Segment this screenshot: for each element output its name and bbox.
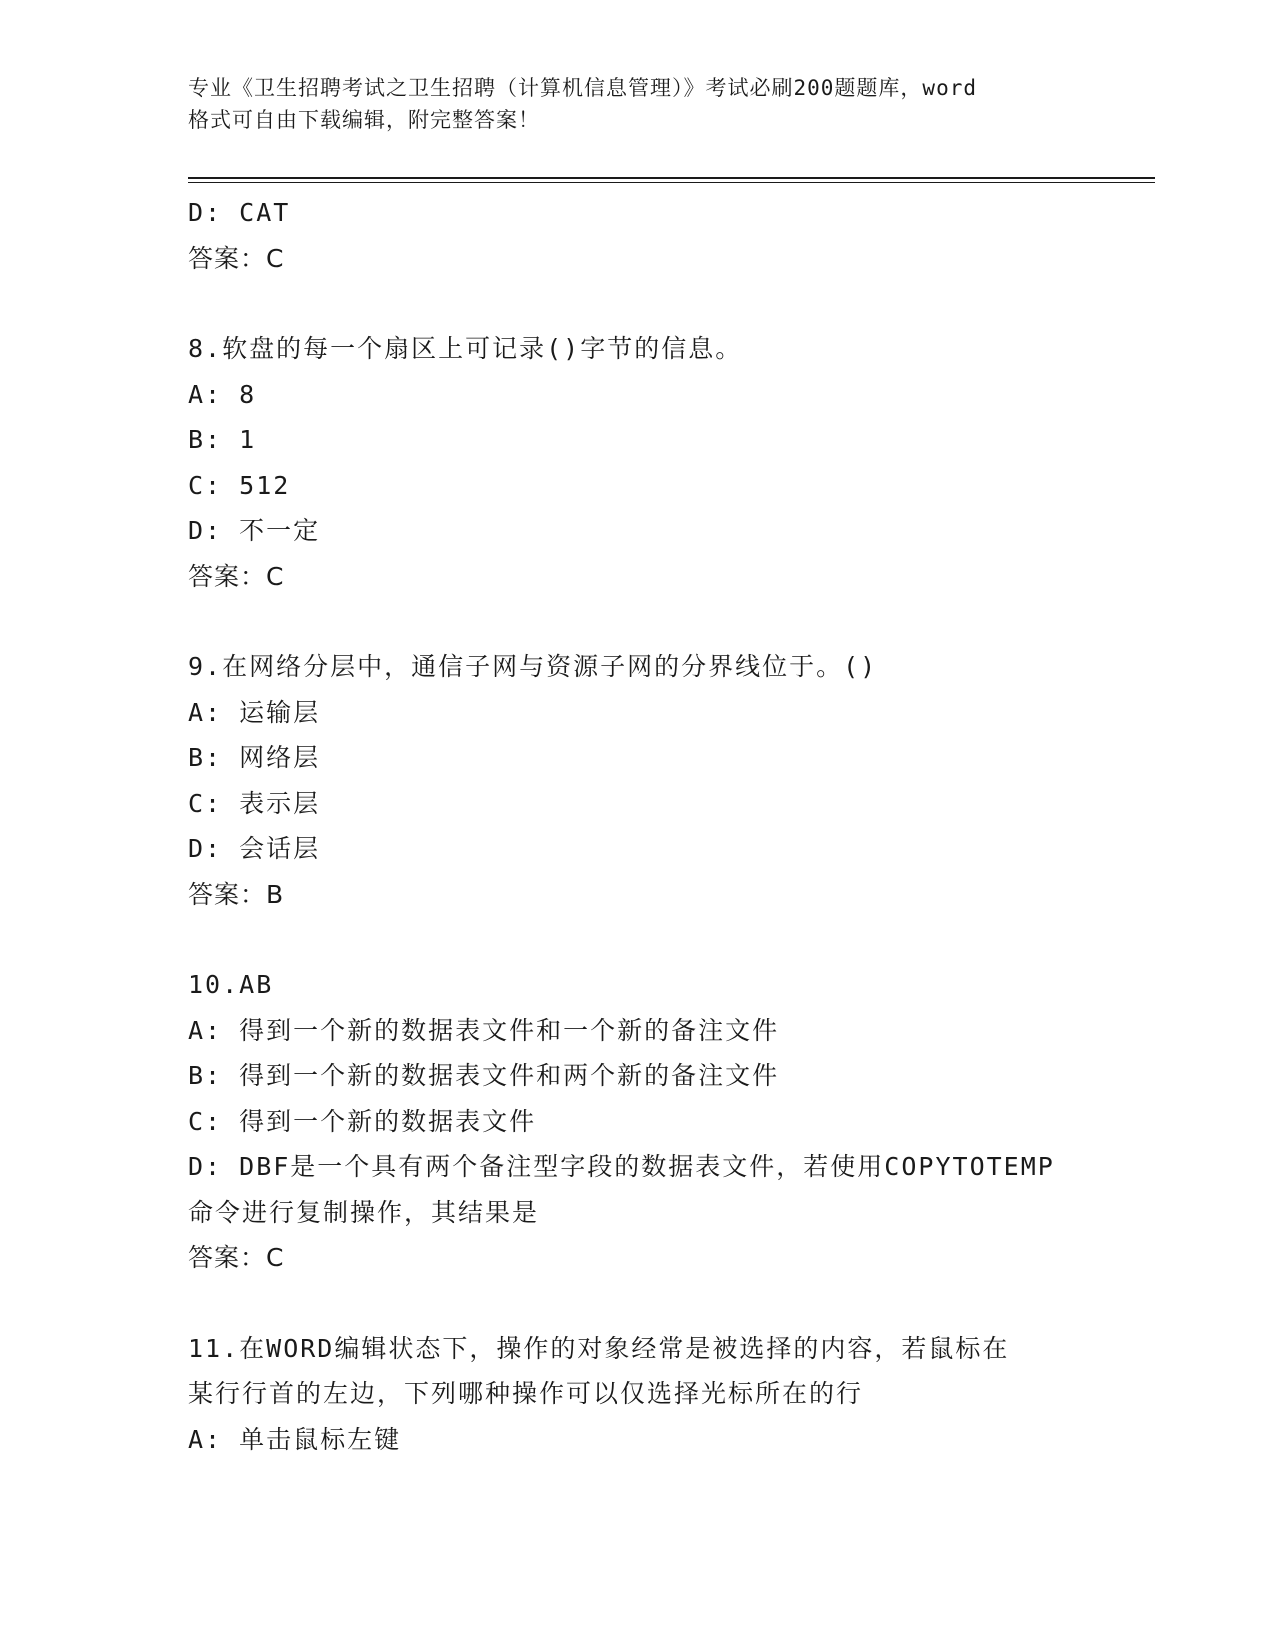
answer: 答案：C — [188, 561, 285, 591]
header-line-2: 格式可自由下载编辑，附完整答案！ — [188, 108, 540, 132]
option-d-line-2: 命令进行复制操作，其结果是 — [188, 1197, 540, 1227]
question-11 — [188, 1326, 1088, 1463]
option-a: A: 运输层 — [188, 697, 321, 727]
option-d-line-1: D: DBF是一个具有两个备注型字段的数据表文件，若使用COPYTOTEMP — [188, 1152, 1055, 1181]
option-a: A: 单击鼠标左键 — [188, 1424, 402, 1454]
question-10 — [188, 962, 1088, 1281]
question-list — [188, 190, 1088, 1462]
option-a: A: 8 — [188, 379, 257, 409]
header-divider-thick — [188, 177, 1155, 179]
answer: 答案：B — [188, 879, 285, 909]
question-stem: 9.在网络分层中，通信子网与资源子网的分界线位于。() — [188, 652, 878, 681]
header-divider-thin — [188, 182, 1155, 183]
option-d: D: 不一定 — [188, 516, 321, 545]
option-b: B: 网络层 — [188, 743, 321, 772]
question-stem: 10.AB — [188, 970, 274, 999]
question-9 — [188, 644, 1088, 917]
option-b: B: 1 — [188, 425, 257, 454]
option-c: C: 表示层 — [188, 788, 321, 818]
answer: 答案：C — [188, 243, 285, 273]
question-8 — [188, 326, 1088, 599]
option-c: C: 512 — [188, 470, 291, 500]
option-d: D: 会话层 — [188, 834, 321, 863]
question-stem: 8.软盘的每一个扇区上可记录()字节的信息。 — [188, 334, 743, 363]
option-c: C: 得到一个新的数据表文件 — [188, 1106, 537, 1136]
spacer — [188, 917, 1088, 962]
spacer — [188, 281, 1088, 326]
answer: 答案：C — [188, 1243, 285, 1272]
option-d: D: CAT — [188, 198, 291, 227]
document-header — [188, 72, 1088, 136]
question-stem-line-1: 11.在WORD编辑状态下，操作的对象经常是被选择的内容，若鼠标在 — [188, 1333, 1010, 1363]
header-line-1: 专业《卫生招聘考试之卫生招聘（计算机信息管理）》考试必刷200题题库，word — [188, 76, 977, 100]
spacer — [188, 599, 1088, 644]
question-stem-line-2: 某行行首的左边，下列哪种操作可以仅选择光标所在的行 — [188, 1379, 864, 1408]
option-a: A: 得到一个新的数据表文件和一个新的备注文件 — [188, 1015, 780, 1045]
option-b: B: 得到一个新的数据表文件和两个新的备注文件 — [188, 1061, 780, 1090]
spacer — [188, 1281, 1088, 1326]
question-7 — [188, 190, 1088, 281]
